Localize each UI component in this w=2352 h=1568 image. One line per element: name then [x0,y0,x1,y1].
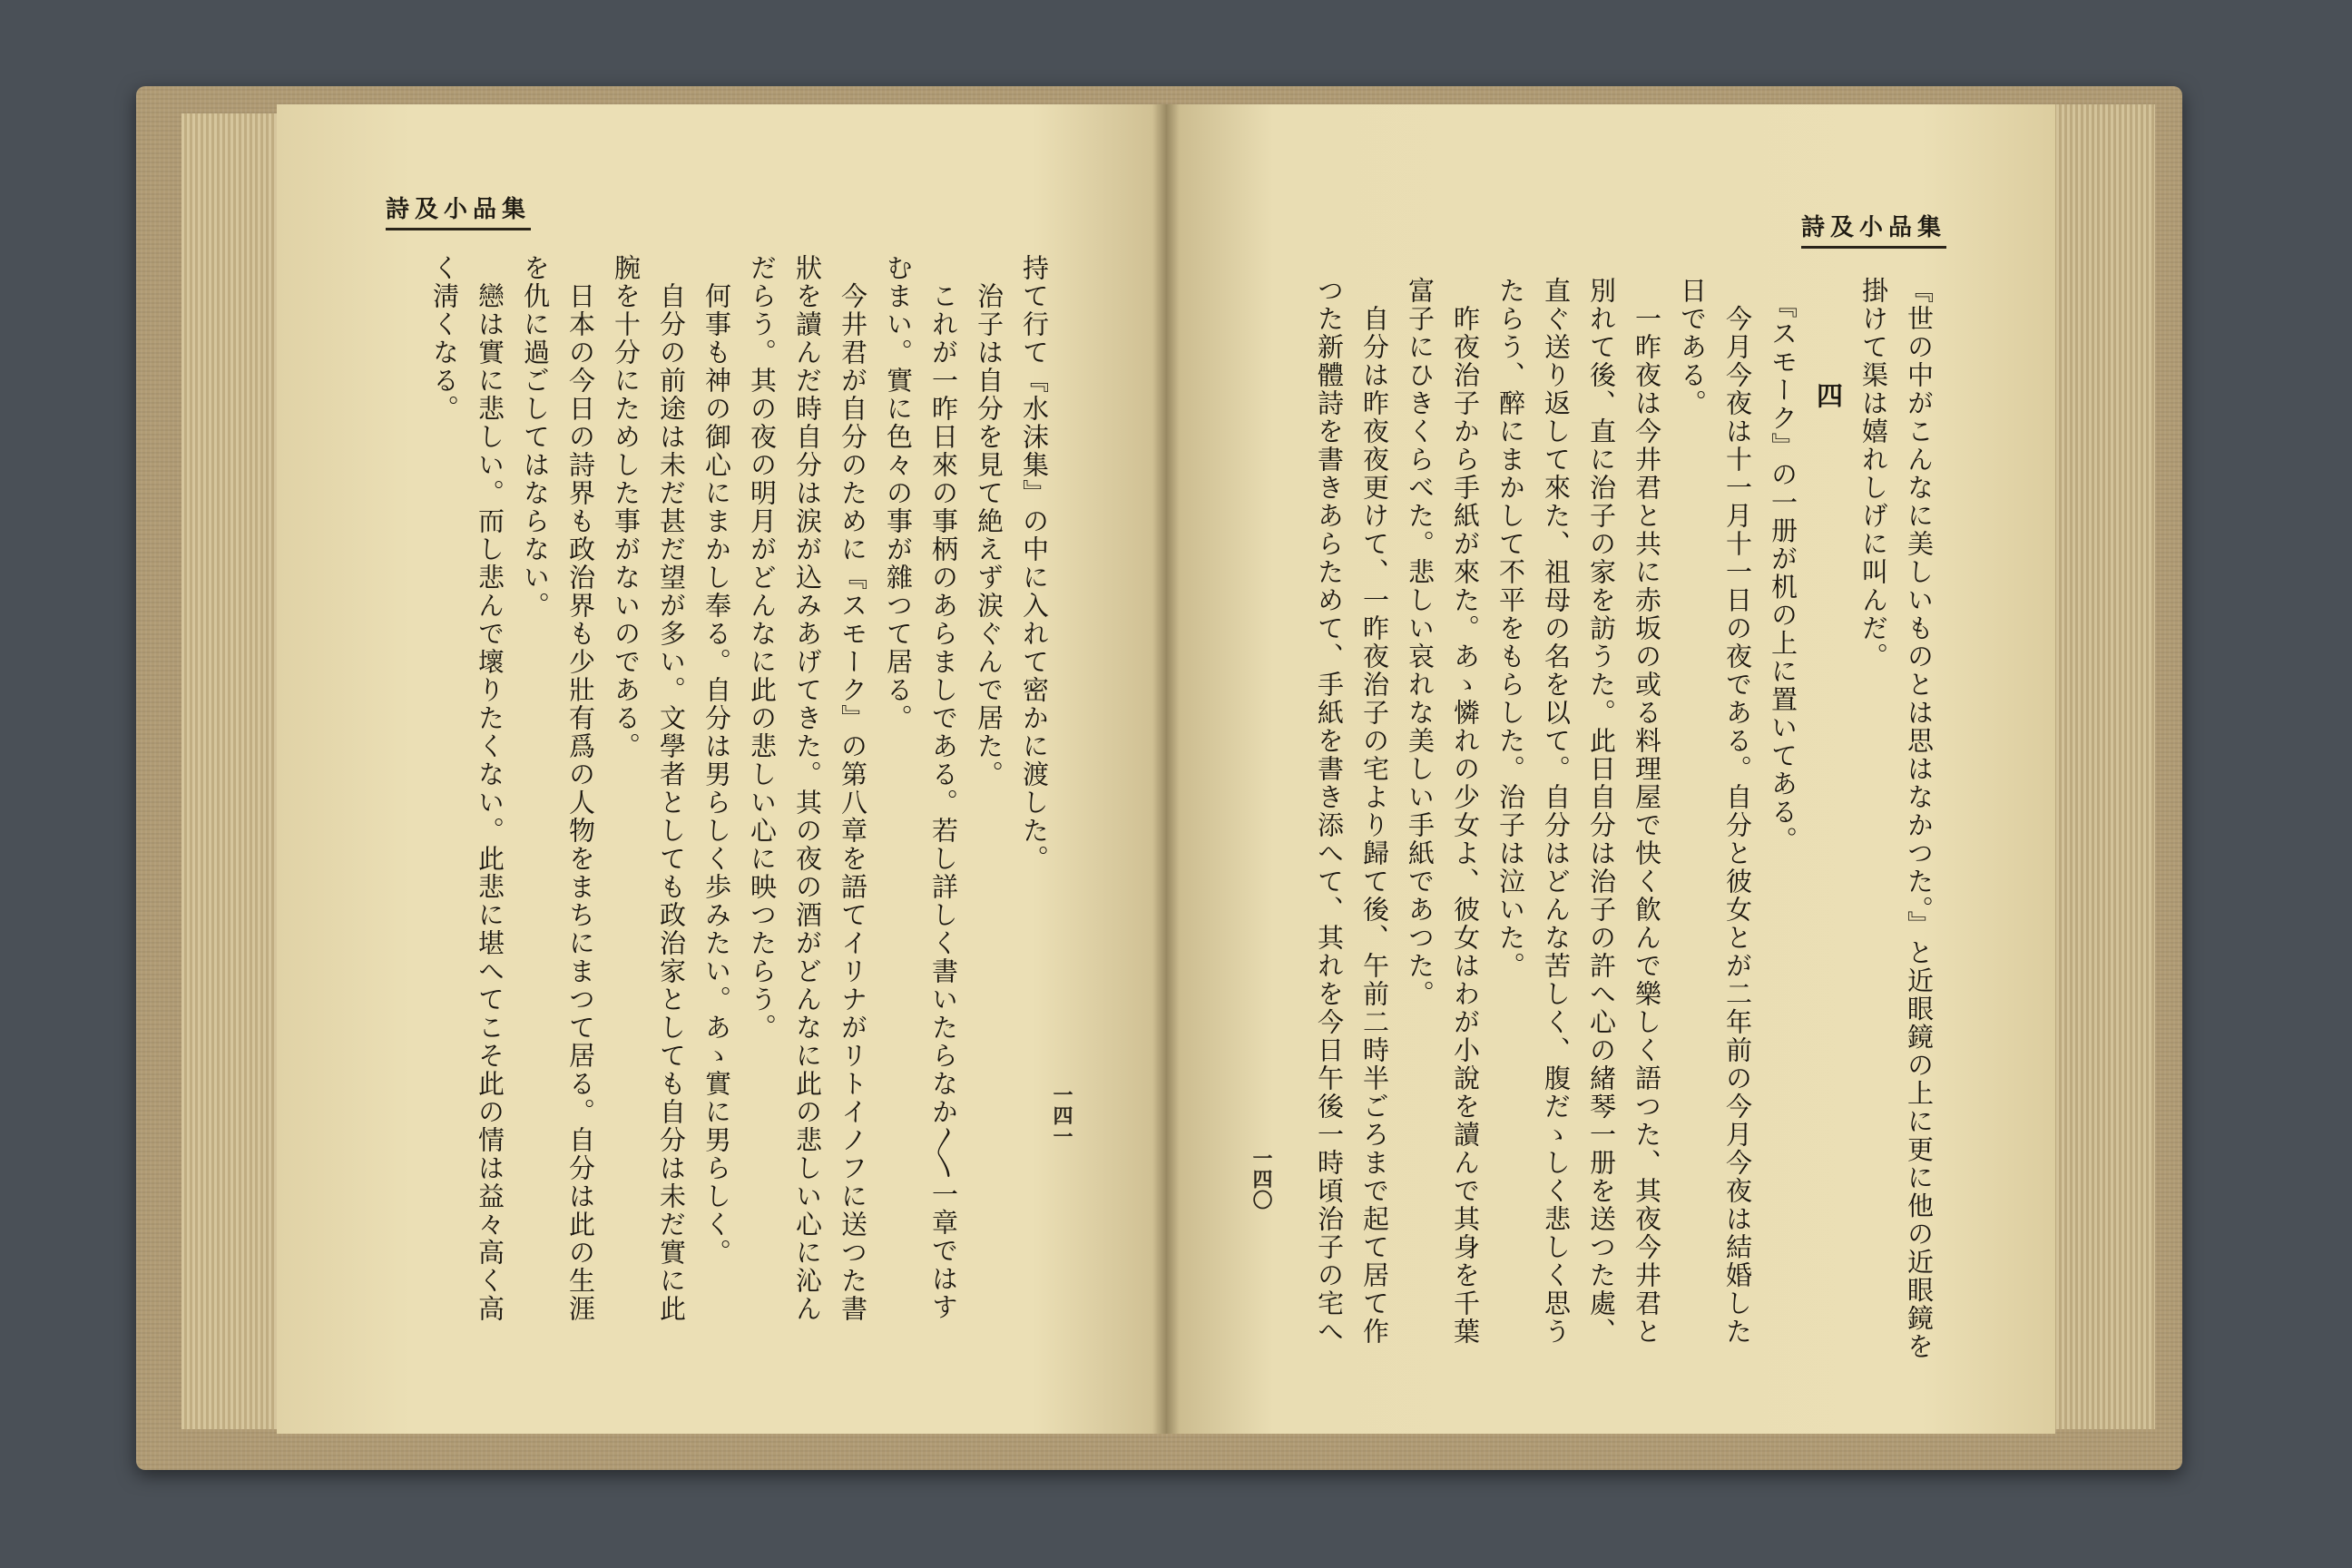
left-line-10: 腕を十分にためした事がないのである。 [611,254,642,760]
right-line-9: たらう、醉にまかして不平をもらした。治子は泣いた。 [1495,277,1526,980]
left-page-text [422,254,1057,1393]
left-line-14: く淸くなる。 [429,254,460,423]
right-line-8: 直ぐ送り返して來た、祖母の名を以て。自分はどんな苦しく、腹だゝしく悲しく思う [1541,277,1572,1346]
left-line-9: 自分の前途は未だ甚だ望が多い。文學者としても政治家としても自分は未だ實に此 [656,254,687,1323]
right-line-1: 『世の中がこんなに美しいものとは思はなかつた。』と近眼鏡の上に更に他の近眼鏡を [1904,277,1935,1361]
left-line-8: 何事も神の御心にまかし奉る。自分は男らしく歩みたい。あゝ實に男らしく。 [701,254,732,1267]
right-page-text [1307,277,1942,1416]
right-running-head: 詩及小品集 [1801,209,1946,249]
left-line-1: 持て行て『水沫集』の中に入れて密かに渡した。 [1019,254,1050,873]
right-line-12: 自分は昨夜夜更けて、一昨夜治子の宅より歸て後、午前二時半ごろまで起て居て作 [1359,277,1390,1346]
right-line-11: 富子にひきくらべた。悲しい哀れな美しい手紙であつた。 [1405,277,1436,1008]
left-line-3: これが一昨日來の事柄のあらましである。若し詳しく書いたらなか〳〵一章ではす [928,254,959,1321]
left-line-6: 狀を讀んだ時自分は涙が込みあげてきた。其の夜の酒がどんなに此の悲しい心に沁ん [792,254,823,1323]
right-line-5: 日である。 [1677,277,1708,417]
right-line-7: 別れて後、直に治子の家を訪うた。此日自分は治子の許へ心の緒琴一册を送つた處、 [1586,277,1617,1346]
right-line-2: 掛けて渠は嬉れしげに叫んだ。 [1858,277,1889,671]
section-number: 四 [1813,382,1844,410]
book-gutter [1152,104,1180,1434]
left-page-number: 一四一 [1050,1084,1073,1147]
left-line-2: 治子は自分を見て絶えず涙ぐんで居た。 [974,254,1004,789]
left-line-12: を仇に過ごしてはならない。 [520,254,551,620]
right-line-13: つた新體詩を書きあらためて、手紙を書き添へて、其れを今日午後一時頃治子の宅へ [1314,277,1345,1346]
left-line-4: むまい。實に色々の事が雜つて居る。 [883,254,914,732]
left-running-head: 詩及小品集 [386,191,531,230]
left-line-5: 今井君が自分のために『スモーク』の第八章を語てイリナがリトイノフに送つた書 [838,254,868,1323]
right-line-6: 一昨夜は今井君と共に赤坂の或る料理屋で快く飮んで樂しく語つた、其夜今井君と [1632,277,1662,1346]
page-edges-right [2051,104,2155,1429]
page-edges-left [181,113,281,1429]
right-line-4: 今月今夜は十一月十一日の夜である。自分と彼女とが二年前の今月今夜は結婚した [1722,277,1753,1346]
right-line-3: 『スモーク』の一册が机の上に置いてある。 [1768,277,1798,855]
left-line-7: だらう。其の夜の明月がどんなに此の悲しい心に映つたらう。 [747,254,778,1042]
left-line-13: 戀は實に悲しい。而し悲んで壞りたくない。此悲に堪へてこそ此の情は益々高く高 [475,254,505,1323]
right-page-number: 一四〇 [1250,1148,1273,1210]
left-page [277,104,1166,1434]
left-line-11: 日本の今日の詩界も政治界も少壯有爲の人物をまちにまつて居る。自分は此の生涯 [565,254,596,1323]
right-line-10: 昨夜治子から手紙が來た。あゝ憐れの少女よ、彼女はわが小說を讀んで其身を千葉 [1450,277,1481,1346]
right-page [1166,104,2055,1434]
